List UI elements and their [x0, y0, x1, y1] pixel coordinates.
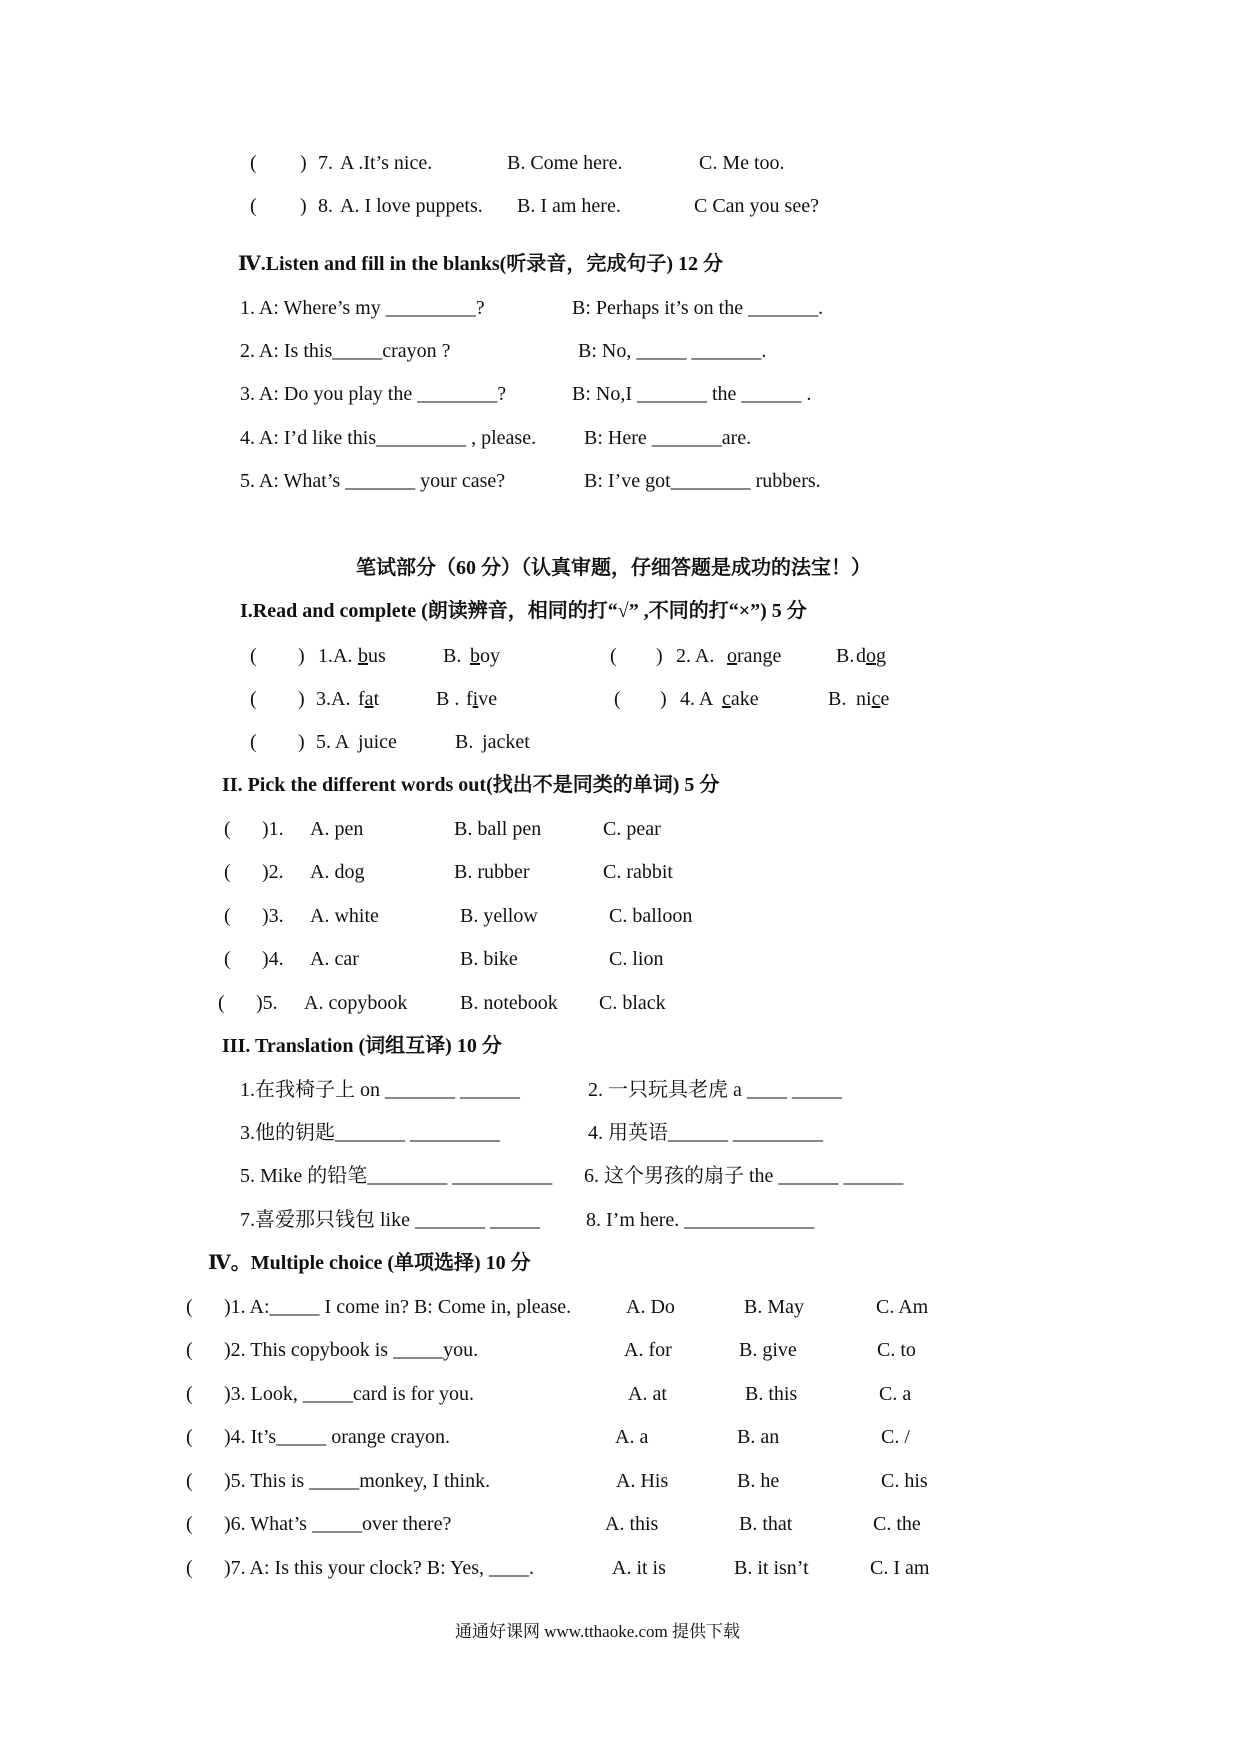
translation-left: 7.喜爱那只钱包 like _______ _____: [240, 1209, 540, 1231]
option-b: B. yellow: [460, 905, 538, 927]
question: )2. This copybook is _____you.: [224, 1339, 479, 1361]
answer-paren[interactable]: (: [218, 992, 225, 1014]
option-b: B. bike: [460, 948, 518, 970]
option-a: A. pen: [310, 818, 364, 840]
answer-paren-close: ): [298, 645, 305, 667]
option-c: C. Am: [876, 1296, 929, 1318]
translation-right: 4. 用英语______ _________: [588, 1122, 823, 1144]
option-b: B. Come here.: [507, 152, 623, 174]
item-number: 5. A: [316, 731, 350, 753]
option-b-label: B.: [836, 645, 855, 667]
question: )1. A:_____ I come in? B: Come in, please.: [224, 1296, 572, 1318]
item-number: 1.A.: [318, 645, 353, 667]
option-a: A. at: [628, 1383, 667, 1405]
translation-left: 5. Mike 的铅笔________ __________: [240, 1165, 553, 1187]
answer-paren-open[interactable]: (: [614, 688, 621, 710]
option-a: A. copybook: [304, 992, 408, 1014]
option-a: A. it is: [612, 1557, 666, 1579]
answer-paren[interactable]: (: [224, 905, 231, 927]
option-b: B. rubber: [454, 861, 530, 883]
fill-left: 4. A: I’d like this_________ , please.: [240, 427, 537, 449]
section-title-listen-fill: Ⅳ.Listen and fill in the blanks(听录音，完成句子) 12 分: [238, 253, 723, 275]
option-c: C. I am: [870, 1557, 930, 1579]
option-b-label: B.: [443, 645, 462, 667]
fill-right: B: I’ve got________ rubbers.: [584, 470, 821, 492]
translation-left: 1.在我椅子上 on _______ ______: [240, 1079, 520, 1101]
section-title-choice: Ⅳ。Multiple choice (单项选择) 10 分: [208, 1252, 531, 1274]
option-c: C. his: [881, 1470, 928, 1492]
option-c: C. to: [877, 1339, 916, 1361]
word-a: fat: [358, 688, 380, 710]
option-c: C. black: [599, 992, 666, 1014]
page-footer: 通通好课网 www.tthaoke.com 提供下载: [455, 1622, 741, 1641]
option-a: A. a: [615, 1426, 649, 1448]
item-number: 4. A: [680, 688, 714, 710]
answer-paren[interactable]: (: [186, 1383, 193, 1405]
answer-paren-open[interactable]: (: [250, 688, 257, 710]
answer-paren-open[interactable]: (: [250, 152, 257, 174]
fill-right: B: Perhaps it’s on the _______.: [572, 297, 824, 319]
option-c: C. a: [879, 1383, 912, 1405]
option-b-label: B .: [436, 688, 460, 710]
option-a: A. dog: [310, 861, 365, 883]
word-a: bus: [358, 645, 386, 667]
answer-paren[interactable]: (: [186, 1339, 193, 1361]
answer-paren-open[interactable]: (: [250, 731, 257, 753]
answer-paren[interactable]: (: [186, 1296, 193, 1318]
translation-right: 2. 一只玩具老虎 a ____ _____: [588, 1079, 842, 1101]
answer-paren-open[interactable]: (: [250, 645, 257, 667]
answer-paren-close: ): [300, 152, 307, 174]
section-title-read: I.Read and complete (朗读辨音，相同的打“√” ,不同的打“×”) 5 分: [240, 600, 807, 622]
answer-paren-close: ): [298, 688, 305, 710]
answer-paren[interactable]: (: [224, 818, 231, 840]
option-c: C. lion: [609, 948, 664, 970]
option-b: B. he: [737, 1470, 780, 1492]
option-b-label: B.: [828, 688, 847, 710]
option-a: A .It’s nice.: [340, 152, 433, 174]
translation-left: 3.他的钥匙_______ _________: [240, 1122, 500, 1144]
option-b: B. notebook: [460, 992, 558, 1014]
answer-paren[interactable]: (: [186, 1470, 193, 1492]
option-a: A. His: [616, 1470, 669, 1492]
word-b: nice: [856, 688, 890, 710]
option-c: C. balloon: [609, 905, 693, 927]
fill-left: 1. A: Where’s my _________?: [240, 297, 485, 319]
option-a: A. white: [310, 905, 379, 927]
fill-left: 3. A: Do you play the ________?: [240, 383, 507, 405]
option-a: A. Do: [626, 1296, 675, 1318]
question: )4. It’s_____ orange crayon.: [224, 1426, 451, 1448]
answer-paren-close: ): [660, 688, 667, 710]
translation-right: 6. 这个男孩的扇子 the ______ ______: [584, 1165, 904, 1187]
item-number: )5.: [256, 992, 278, 1014]
question: )6. What’s _____over there?: [224, 1513, 452, 1535]
item-number: 2. A.: [676, 645, 715, 667]
written-part-header: 笔试部分（60 分）（认真审题，仔细答题是成功的法宝！）: [356, 557, 871, 579]
option-a: A. this: [605, 1513, 659, 1535]
fill-right: B: Here _______are.: [584, 427, 752, 449]
option-a: A. I love puppets.: [340, 195, 483, 217]
word-b: boy: [470, 645, 500, 667]
item-number: )1.: [262, 818, 284, 840]
word-b: five: [466, 688, 498, 710]
question: )5. This is _____monkey, I think.: [224, 1470, 491, 1492]
item-number: )4.: [262, 948, 284, 970]
item-number: 3.A.: [316, 688, 351, 710]
option-c: C Can you see?: [694, 195, 819, 217]
option-b: B. that: [739, 1513, 793, 1535]
option-b: B. it isn’t: [734, 1557, 809, 1579]
option-a: A. car: [310, 948, 359, 970]
word-a: juice: [358, 731, 397, 753]
option-b: B. I am here.: [517, 195, 621, 217]
word-b: dog: [856, 645, 886, 667]
answer-paren-close: ): [298, 731, 305, 753]
item-number: )3.: [262, 905, 284, 927]
item-number: 7.: [318, 152, 333, 174]
question: )3. Look, _____card is for you.: [224, 1383, 474, 1405]
translation-right: 8. I’m here. _____________: [586, 1209, 815, 1231]
option-c: C. rabbit: [603, 861, 673, 883]
answer-paren-open[interactable]: (: [250, 195, 257, 217]
section-title-pick: II. Pick the different words out(找出不是同类的单词) 5 分: [222, 774, 720, 796]
answer-paren-close: ): [656, 645, 663, 667]
word-b: jacket: [482, 731, 530, 753]
answer-paren-close: ): [300, 195, 307, 217]
option-b-label: B.: [455, 731, 474, 753]
answer-paren[interactable]: (: [186, 1557, 193, 1579]
word-a: orange: [727, 645, 782, 667]
option-b: B. give: [739, 1339, 797, 1361]
answer-paren[interactable]: (: [186, 1426, 193, 1448]
answer-paren[interactable]: (: [224, 861, 231, 883]
answer-paren-open[interactable]: (: [610, 645, 617, 667]
fill-left: 5. A: What’s _______ your case?: [240, 470, 506, 492]
option-c: C. Me too.: [699, 152, 785, 174]
option-b: B. ball pen: [454, 818, 542, 840]
option-c: C. pear: [603, 818, 661, 840]
question: )7. A: Is this your clock? B: Yes, ____.: [224, 1557, 534, 1579]
option-a: A. for: [624, 1339, 672, 1361]
option-c: C. the: [873, 1513, 921, 1535]
item-number: )2.: [262, 861, 284, 883]
fill-left: 2. A: Is this_____crayon ?: [240, 340, 451, 362]
item-number: 8.: [318, 195, 333, 217]
option-c: C. /: [881, 1426, 910, 1448]
fill-right: B: No, _____ _______.: [578, 340, 767, 362]
option-b: B. May: [744, 1296, 804, 1318]
answer-paren[interactable]: (: [186, 1513, 193, 1535]
answer-paren[interactable]: (: [224, 948, 231, 970]
fill-right: B: No,I _______ the ______ .: [572, 383, 812, 405]
word-a: cake: [722, 688, 759, 710]
section-title-translation: III. Translation (词组互译) 10 分: [222, 1035, 502, 1057]
option-b: B. this: [745, 1383, 798, 1405]
option-b: B. an: [737, 1426, 780, 1448]
